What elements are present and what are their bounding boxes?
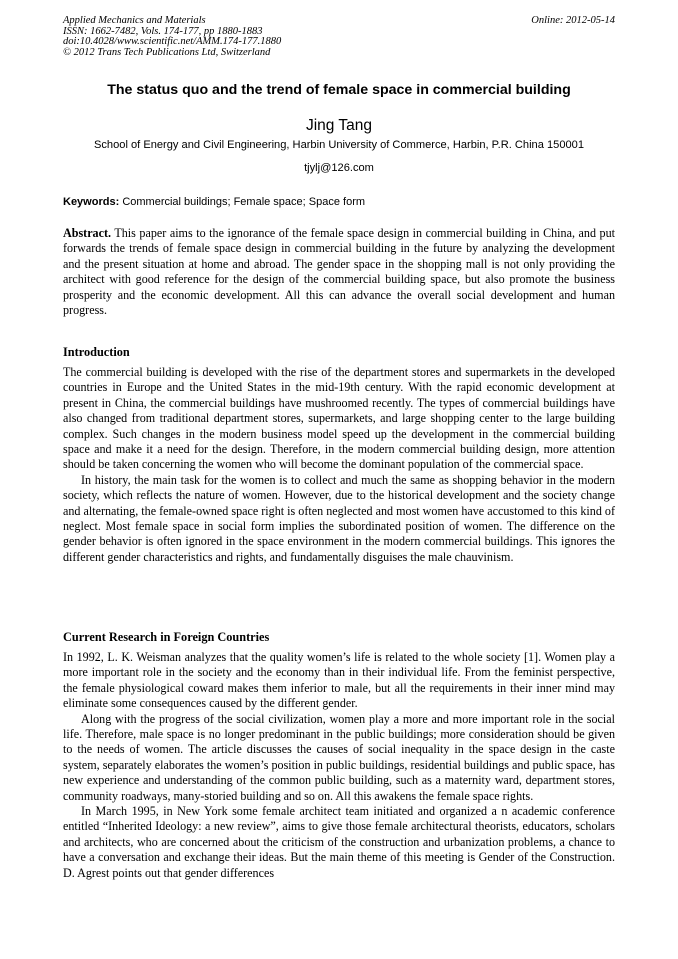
- online-date: Online: 2012-05-14: [531, 15, 615, 26]
- foreign-research-paragraph-2: Along with the progress of the social civilization, women play a more and more important role in the social life. Therefore, male space is no longer predominant in the public buildings; more consideration should be given to the needs of women. The article discusses the causes of social inequality in the space design in the caste system, separately elaborates the women’s position in public buildings, residential buildings and public space, has new experience and understanding of the common public building, such as a maternity ward, department stores, community roadways, many-storied building and so on. All this awakens the female space rights.: [63, 711, 615, 803]
- introduction-paragraph-1: The commercial building is developed with the rise of the department stores and supermarkets in the developed countries in Europe and the United States in the mid-19th century. With the rapid economic development at present in China, the commercial buildings have mushroomed recently. The types of commercial buildings have also changed from traditional department stores, supermarkets, and large shopping center to the large building complex. Such changes in the modern business model speed up the development in the commercial building space and make it a need for the design. Therefore, in the modern commercial building design, more attention should be taken concerning the women who will become the dominant population of the commercial space.: [63, 365, 615, 472]
- foreign-research-heading: Current Research in Foreign Countries: [63, 630, 270, 644]
- foreign-research-body: [63, 650, 615, 881]
- keywords-text: Commercial buildings; Female space; Space form: [122, 196, 366, 208]
- author-name: Jing Tang: [305, 117, 373, 134]
- introduction-paragraph-2: In history, the main task for the women is to collect and much the same as shopping behavior in the modern society, which reflects the nature of women. However, due to the historical development and the society change and alternating, the female-owned space right is often neglected and most women have accustomed to this kind of neglect. Most female space in social form implies the subordinated position of women. The difference on the gender behavior is often ignored in the space environment in the modern commercial buildings. This ignores the different gender characteristics and rights, and fundamentally disguises the male chauvinism.: [63, 472, 615, 564]
- author-email: tjylj@126.com: [304, 162, 374, 174]
- abstract-text: This paper aims to the ignorance of the female space design in commercial building in China, and put forwards the trends of female space design in commercial building in the future by analyzing the development and the present situation at home and abroad. The gender space in the shopping mall is not only providing the architect with good reference for the design of the commercial building space, but also promote the business prosperity and the economic development. All this can advance the overall social development and human progress.: [63, 226, 616, 318]
- introduction-heading: Introduction: [63, 345, 130, 359]
- foreign-research-paragraph-3: In March 1995, in New York some female architect team initiated and organized a n academic conference entitled “Inherited Ideology: a new review”, aims to give those female architectural theorists, educators, scholars and architects, who are concerned about the criticism of the construction and urbanization problems, a chance to have a conversation and exchange their ideas. But the main theme of this meeting is Gender of the Construction. D. Agrest points out that gender differences: [63, 804, 615, 880]
- issn-line: ISSN: 1662-7482, Vols. 174-177, pp 1880-1883: [63, 25, 263, 37]
- keywords-label: Keywords:: [63, 196, 120, 208]
- doi-line: doi:10.4028/www.scientific.net/AMM.174-177.1880: [63, 36, 282, 48]
- journal-header: [63, 16, 615, 58]
- keywords-line: [63, 196, 615, 208]
- paper-title: The status quo and the trend of female space in commercial building: [107, 82, 571, 98]
- copyright-line: © 2012 Trans Tech Publications Ltd, Switzerland: [63, 46, 271, 58]
- foreign-research-paragraph-1: In 1992, L. K. Weisman analyzes that the quality women’s life is related to the whole society [1]. Women play a more important role in the society and the economy than in their individual life. From the feminist perspective, the female physiological coward makes them inferior to male, but all the requirements in their inner mind may eliminate some consequences caused by the different gender.: [63, 650, 615, 711]
- author-affiliation: School of Energy and Civil Engineering, Harbin University of Commerce, Harbin, P.R. China 150001: [93, 139, 584, 151]
- journal-name: Applied Mechanics and Materials: [63, 15, 206, 26]
- abstract: [63, 226, 615, 318]
- introduction-body: [63, 365, 615, 565]
- abstract-label: Abstract.: [63, 226, 112, 240]
